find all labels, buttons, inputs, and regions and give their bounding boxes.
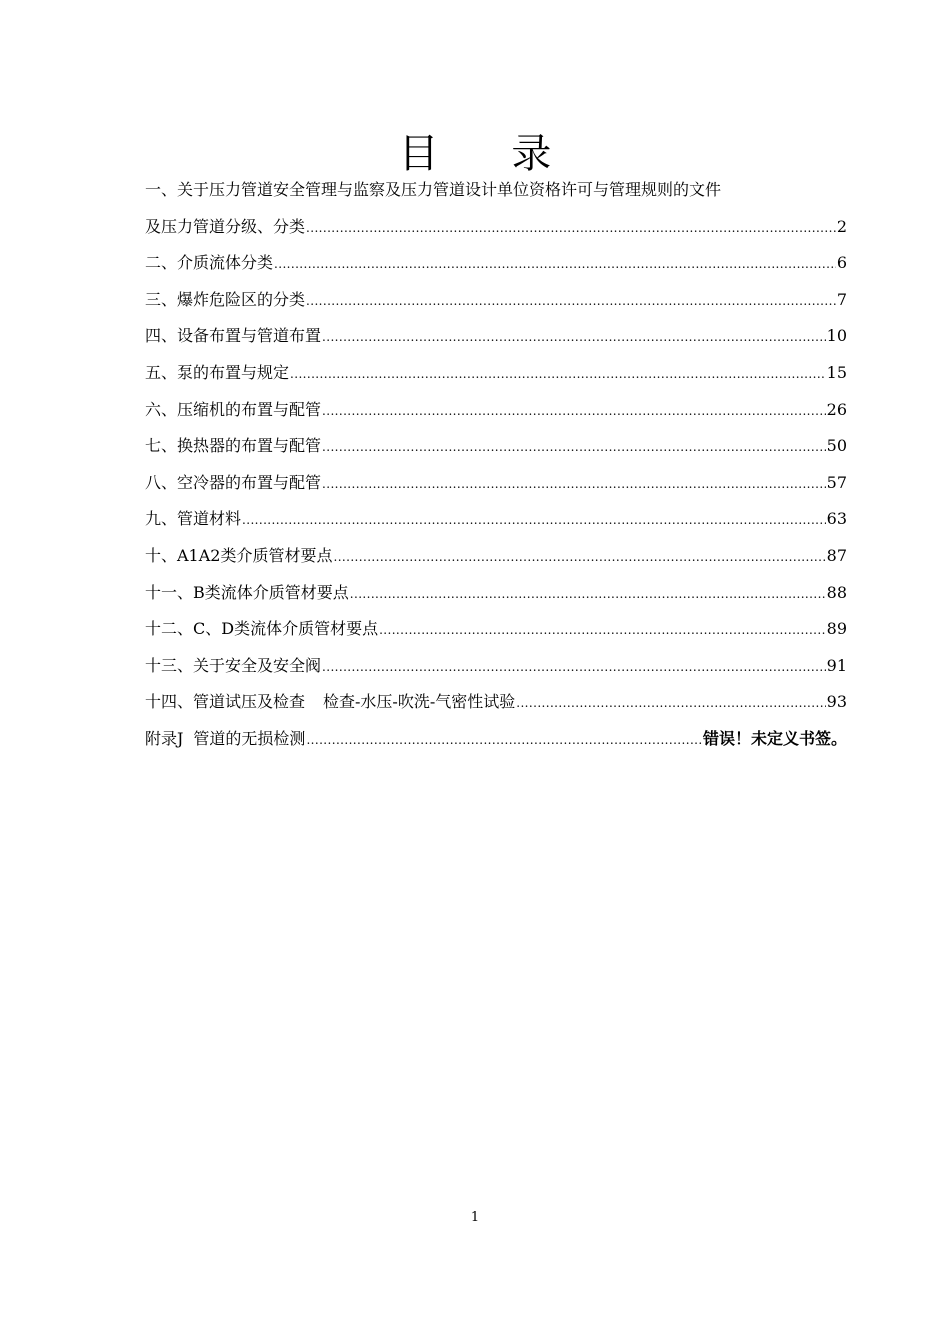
dot-leader — [322, 648, 826, 686]
dot-leader — [306, 209, 836, 247]
page-number: 1 — [470, 1210, 480, 1225]
toc-entry-label-b: 检查-水压-吹洗-气密性试验 — [323, 692, 516, 712]
toc-entry-label: 五、泵的布置与规定 — [145, 362, 290, 382]
toc-entry-label: 十三、关于安全及安全阀 — [145, 655, 322, 675]
toc-entry-15[interactable] — [145, 721, 847, 758]
toc-entry-label: 十一、B类流体介质管材要点 — [145, 582, 349, 602]
toc-entry-page: 15 — [826, 362, 847, 382]
toc-title: 目 录 — [398, 131, 582, 177]
dot-leader — [322, 428, 826, 466]
toc-entry-14[interactable] — [145, 684, 847, 721]
toc-entry-13[interactable] — [145, 648, 847, 685]
toc-entry-11[interactable] — [145, 575, 847, 612]
toc-entry-label-a: 附录J — [145, 728, 184, 748]
toc-entry-label — [145, 684, 515, 721]
toc-entry-page: 7 — [836, 289, 847, 309]
toc-entry-label: 三、爆炸危险区的分类 — [145, 289, 306, 309]
toc-entry-9[interactable] — [145, 501, 847, 538]
toc-entry-label: 十、A1A2类介质管材要点 — [145, 545, 333, 565]
toc-entry-label: 及压力管道分级、分类 — [145, 216, 306, 236]
toc-entry-8[interactable] — [145, 465, 847, 502]
toc-entry-label-a: 十四、管道试压及检查 — [145, 692, 306, 712]
toc-entry-page: 91 — [826, 655, 847, 675]
dot-leader — [242, 501, 826, 539]
toc-entry-page: 63 — [826, 509, 847, 529]
toc-entry-label: 九、管道材料 — [145, 509, 242, 529]
toc-entry-label: 六、压缩机的布置与配管 — [145, 399, 322, 419]
table-of-contents — [145, 172, 847, 758]
toc-entry-1[interactable] — [145, 209, 847, 246]
toc-entry-12[interactable] — [145, 611, 847, 648]
toc-entry-label: 十二、C、D类流体介质管材要点 — [145, 619, 379, 639]
toc-entry-label: 二、介质流体分类 — [145, 253, 274, 273]
dot-leader — [350, 575, 826, 613]
toc-entry-page: 6 — [836, 253, 847, 273]
toc-entry-page: 2 — [836, 216, 847, 236]
toc-entry-label-b: 管道的无损检测 — [193, 728, 306, 748]
toc-entry-label: 七、换热器的布置与配管 — [145, 436, 322, 456]
toc-entry-5[interactable] — [145, 355, 847, 392]
toc-entry-6[interactable] — [145, 392, 847, 429]
dot-leader — [306, 282, 836, 320]
dot-leader — [333, 538, 825, 576]
toc-entry-page: 10 — [826, 326, 847, 346]
toc-entry-label: 四、设备布置与管道布置 — [145, 326, 322, 346]
dot-leader — [322, 465, 826, 503]
toc-entry-page: 89 — [826, 619, 847, 639]
dot-leader — [274, 245, 836, 283]
toc-entry-1-line1: 一、关于压力管道安全管理与监察及压力管道设计单位资格许可与管理规则的文件 — [145, 180, 722, 199]
toc-entry-page: 57 — [826, 472, 847, 492]
toc-entry-label: 八、空冷器的布置与配管 — [145, 472, 322, 492]
dot-leader — [322, 392, 826, 430]
dot-leader — [306, 721, 702, 759]
dot-leader — [516, 684, 825, 722]
toc-entry-page: 26 — [826, 399, 847, 419]
toc-entry-7[interactable] — [145, 428, 847, 465]
toc-entry-page: 93 — [826, 692, 847, 712]
dot-leader — [290, 355, 826, 393]
dot-leader — [379, 611, 826, 649]
toc-entry-4[interactable] — [145, 318, 847, 355]
toc-entry-page: 50 — [826, 436, 847, 456]
toc-entry-label — [145, 721, 305, 758]
toc-entry-3[interactable] — [145, 282, 847, 319]
dot-leader — [322, 318, 826, 356]
toc-entry-10[interactable] — [145, 538, 847, 575]
toc-entry-2[interactable] — [145, 245, 847, 282]
toc-entry-page: 87 — [826, 545, 847, 565]
toc-entry-page: 88 — [826, 582, 847, 602]
bookmark-error-text: 错误！未定义书签。 — [702, 728, 847, 748]
